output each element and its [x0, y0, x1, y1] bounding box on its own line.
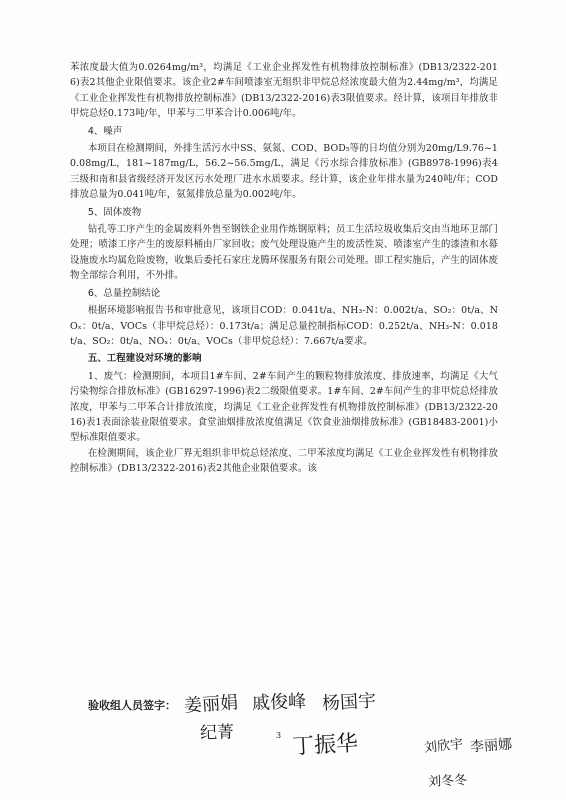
body-paragraph: 在检测期间，该企业厂界无组织非甲烷总烃浓度、二甲苯浓度均满足《工业企业挥发性有机物排放控制标准》(DB13/2322-2016)表2其他企业限值要求。该: [70, 447, 498, 475]
handwritten-signature: 戚俊峰: [251, 691, 307, 714]
section-heading: 6、总量控制结论: [87, 287, 161, 299]
handwritten-signature: 丁振华: [291, 731, 359, 760]
handwritten-signature: 纪菁: [199, 722, 235, 744]
signature-label: 验收组人员签字：: [88, 699, 176, 712]
body-paragraph: 钻孔等工序产生的金属废料外售至钢铁企业用作炼钢原料；员工生活垃圾收集后交由当地环卫部门处理；喷漆工序产生的废原料桶由厂家回收；废气处理设施产生的废活性炭、喷漆室产生的漆渣和水幕设施废水均属危险废物，收集后委托石家庄龙腾环保服务有限公司处理。即工程实施后，产生的固体废物全部综合利用，不外排。: [70, 224, 498, 282]
handwritten-signature: 姜丽娟: [183, 692, 239, 717]
handwritten-signature: 刘欣宇: [423, 736, 464, 756]
body-paragraph: 苯浓度最大值为0.0264mg/m³，均满足《工业企业挥发性有机物排放控制标准》(DB13/2322-2016)表2其他企业限值要求。该企业2#车间喷漆室无组织非甲烷总烃浓度最大值为2.44mg/m³，均满足《工业企业挥发性有机物排放控制标准》(DB13/2322-2016)表3限值要求。经计算，该项目年排放非甲烷总烃0.173吨/年，甲苯与二甲苯合计0.006吨/年。: [70, 62, 498, 120]
page-number: 3: [276, 731, 282, 740]
handwritten-signature: 杨国宇: [321, 690, 377, 715]
body-paragraph: 根据环境影响报告书和审批意见，该项目COD：0.041t/a、NH₃-N：0.002t/a、SO₂：0t/a、NOₓ：0t/a、VOCs（非甲烷总烃）：0.173t/a；满足总量控制指标COD：0.252t/a、NH₃-N：0.018t/a、SO₂：0t/a、NOₓ：0t/a、VOCs（非甲烷总烃）：7.667t/a要求。: [70, 305, 498, 347]
signature-row: [88, 690, 538, 720]
section-heading: 五、工程建设对环境的影响: [87, 353, 202, 365]
document-body: [70, 60, 498, 477]
handwritten-signature: 李丽娜: [469, 736, 513, 756]
handwritten-signature: 刘冬冬: [427, 772, 468, 791]
body-paragraph: 1、废气：检测期间，本项目1#车间、2#车间产生的颗粒物排放浓度、排放速率，均满足《大气污染物综合排放标准》(GB16297-1996)表2二级限值要求。1#车间、2#车间产生的非甲烷总烃排放浓度，甲苯与二甲苯合计排放浓度，均满足《工业企业挥发性有机物排放控制标准》(DB13/2322-2016)表1表面涂装业限值要求。食堂油烟排放浓度值满足《饮食业油烟排放标准》(GB18483-2001)小型标准限值要求。: [70, 370, 498, 444]
section-heading: 4、噪声: [87, 125, 123, 137]
section-heading: 5、固体废物: [87, 206, 142, 218]
body-paragraph: 本项目在检测期间，外排生活污水中SS、氨氮、COD、BOD₅等的日均值分别为20mg/L9.76~10.08mg/L，181~187mg/L，56.2~56.5mg/L，满足《污水综合排放标准》(GB8978-1996)表4三级和南和县省级经济开发区污水处理厂进水水质要求。经计算，该企业年排水量为240吨/年；COD排放总量为0.041吨/年，氨氮排放总量为0.002吨/年。: [70, 143, 498, 201]
